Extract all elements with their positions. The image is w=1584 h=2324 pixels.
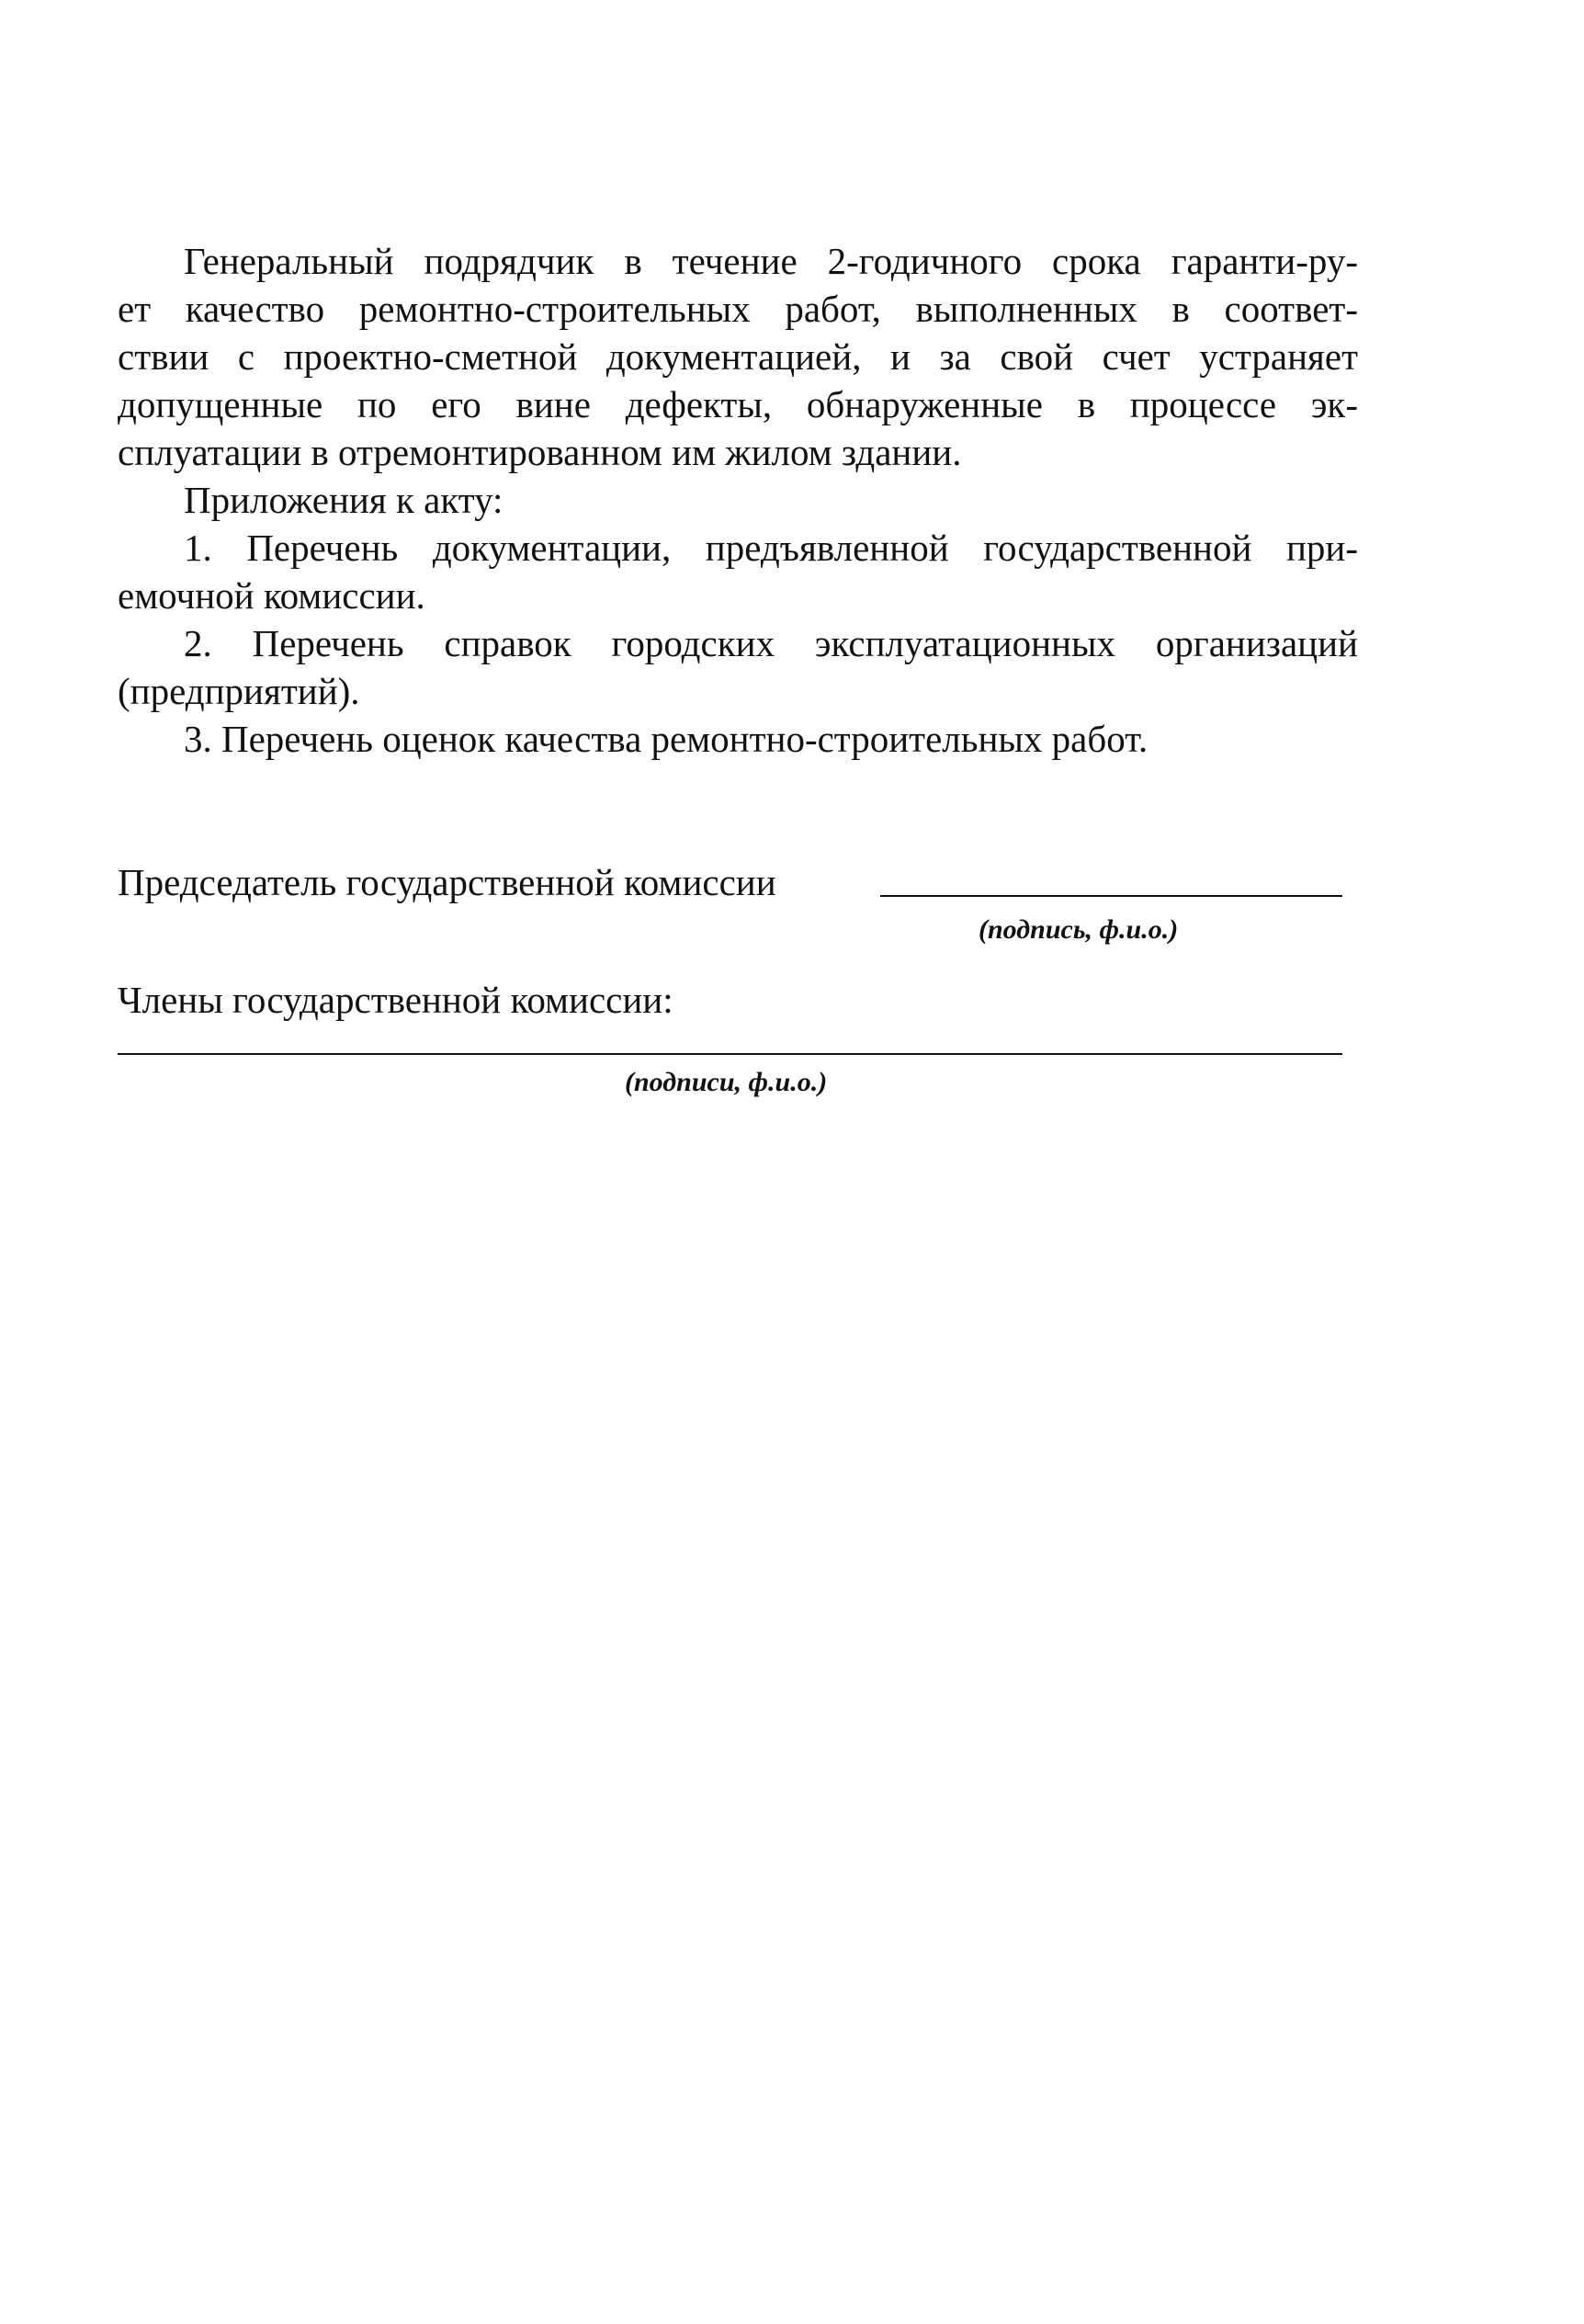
appendix-item-1-continued: емочной комиссии. xyxy=(118,574,425,617)
chairman-signature-line xyxy=(880,895,1342,897)
paragraph-line: ствии с проектно-сметной документацией, и за свой счет устраняет xyxy=(118,335,1358,378)
chairman-signature-caption: (подпись, ф.и.о.) xyxy=(979,914,1179,945)
paragraph-line: Генеральный подрядчик в течение 2-годичного срока гаранти-ру- xyxy=(184,240,1358,282)
appendix-item-2-continued: (предприятий). xyxy=(118,670,360,712)
appendix-item-3: 3. Перечень оценок качества ремонтно-строительных работ. xyxy=(184,718,1148,760)
paragraph-line: допущенные по его вине дефекты, обнаруженные в процессе эк- xyxy=(118,383,1358,425)
members-signature-line xyxy=(118,1053,1342,1055)
appendices-heading: Приложения к акту: xyxy=(184,479,503,521)
members-label: Члены государственной комиссии: xyxy=(118,979,673,1021)
members-signature-caption: (подписи, ф.и.о.) xyxy=(625,1067,828,1097)
body-text xyxy=(118,237,1358,763)
appendix-item-1: 1. Перечень документации, предъявленной государственной при- xyxy=(184,527,1358,569)
appendix-item-2: 2. Перечень справок городских эксплуатационных организаций xyxy=(184,622,1358,664)
paragraph-line: сплуатации в отремонтированном им жилом здании. xyxy=(118,431,962,473)
paragraph-line: ет качество ремонтно-строительных работ, выполненных в соответ- xyxy=(118,288,1358,330)
chairman-label: Председатель государственной комиссии xyxy=(118,861,776,903)
